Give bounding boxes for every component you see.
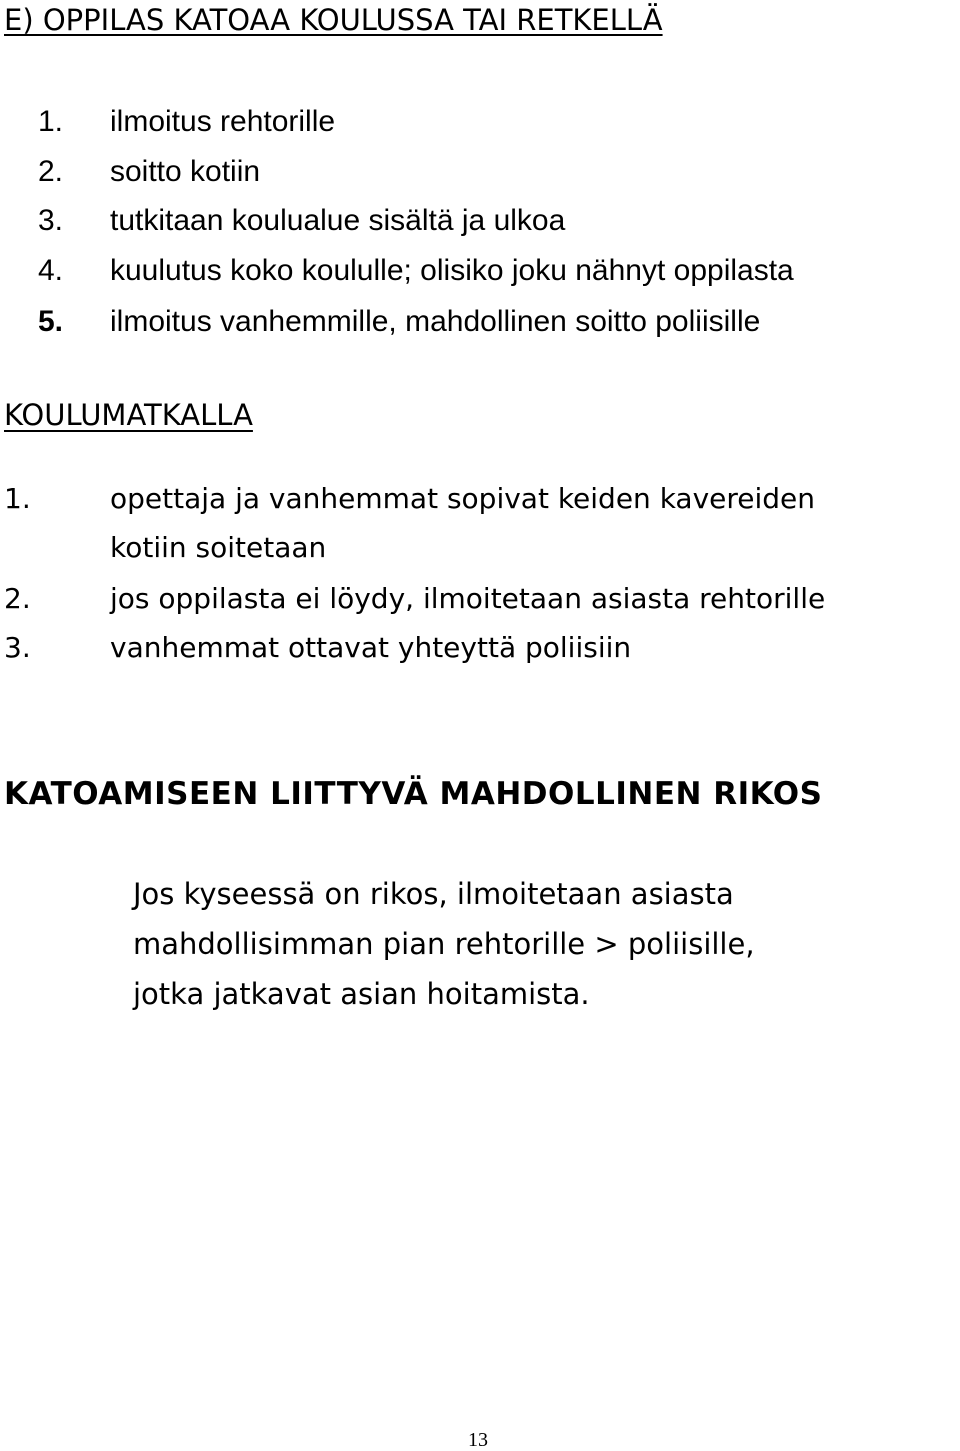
list-item-text: jos oppilasta ei löydy, ilmoitetaan asiasta rehtorille xyxy=(110,582,826,615)
list-item-number: 4. xyxy=(38,254,64,287)
list-item-text: kuulutus koko koululle; olisiko joku nähnyt oppilasta xyxy=(110,254,794,287)
trip-heading: KOULUMATKALLA xyxy=(4,398,253,432)
list-item-text: ilmoitus vanhemmille, mahdollinen soitto poliisille xyxy=(110,305,761,338)
list-item-text: opettaja ja vanhemmat sopivat keiden kavereiden xyxy=(110,482,816,515)
list-item-number: 2. xyxy=(4,582,31,615)
list-item-number: 5. xyxy=(38,305,64,338)
section-title: E) OPPILAS KATOAA KOULUSSA TAI RETKELLÄ xyxy=(4,3,663,37)
paragraph-line: mahdollisimman pian rehtorille > poliisille, xyxy=(133,927,755,961)
list-item-text: tutkitaan koulualue sisältä ja ulkoa xyxy=(110,204,566,237)
paragraph-line: Jos kyseessä on rikos, ilmoitetaan asiasta xyxy=(133,877,734,911)
page-number: 13 xyxy=(468,1429,488,1451)
list-item-text: ilmoitus rehtorille xyxy=(110,105,336,138)
crime-heading: KATOAMISEEN LIITTYVÄ MAHDOLLINEN RIKOS xyxy=(4,776,823,812)
list-item-number: 3. xyxy=(38,204,64,237)
list-item-text-continuation: kotiin soitetaan xyxy=(110,531,327,564)
list-item-text: soitto kotiin xyxy=(110,155,261,188)
list-item-number: 1. xyxy=(4,482,31,515)
paragraph-line: jotka jatkavat asian hoitamista. xyxy=(133,977,590,1011)
list-item-text: vanhemmat ottavat yhteyttä poliisiin xyxy=(110,631,632,664)
list-item-number: 2. xyxy=(38,155,64,188)
list-item-number: 3. xyxy=(4,631,31,664)
list-item-number: 1. xyxy=(38,105,64,138)
